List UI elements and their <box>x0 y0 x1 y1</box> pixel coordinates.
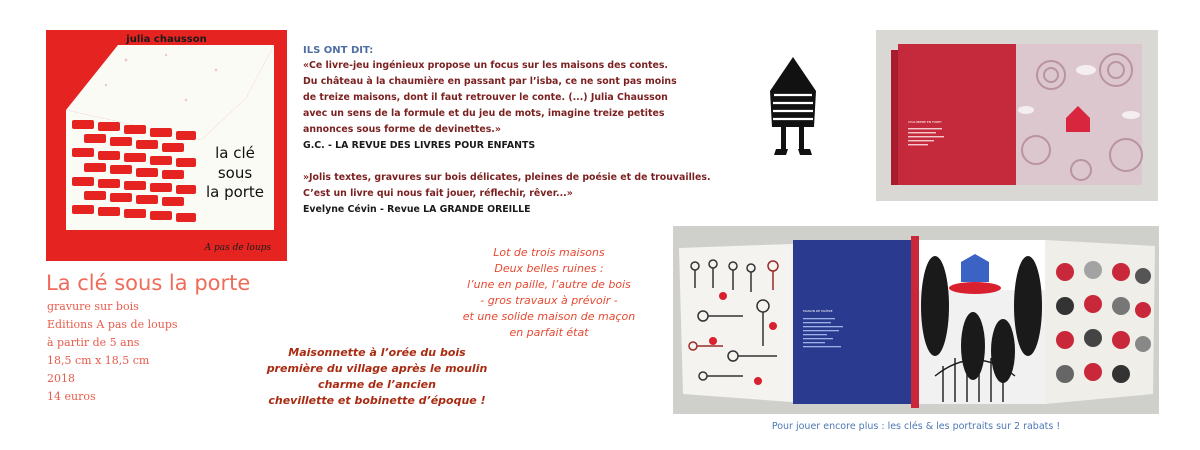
cover-title-line: sous <box>217 163 253 182</box>
note-line: et une solide maison de maçon <box>462 310 636 323</box>
cover-author: julia chausson <box>126 34 207 45</box>
note-cottage <box>262 345 492 409</box>
photo-open-book-forest <box>876 30 1158 201</box>
photo-accordion-spread <box>673 226 1159 414</box>
book-title: La clé sous la porte <box>46 271 251 295</box>
note-line: - gros travaux à prévoir - <box>480 294 618 307</box>
note-three-houses <box>434 245 664 341</box>
book-publisher: Editions A pas de loups <box>47 318 178 331</box>
note-line: charme de l’ancien <box>318 378 436 391</box>
review-line: avec un sens de la formule et du jeu de mots, imagine treize petites <box>303 108 665 119</box>
cover-publisher-logo: A pas de loups <box>204 243 271 253</box>
page-heading: CHAUMIERE EN FORET <box>908 120 942 124</box>
note-line: Lot de trois maisons <box>493 246 605 259</box>
book-age: à partir de 5 ans <box>47 336 140 349</box>
note-line: chevillette et bobinette d’époque ! <box>268 394 486 407</box>
book-cover <box>46 30 287 261</box>
reviews-heading: ILS ONT DIT: <box>303 45 374 56</box>
accordion-book-spread <box>673 226 1159 414</box>
book-technique: gravure sur bois <box>47 300 139 313</box>
page-heading: MAISON DE MAÎTRE <box>803 309 833 313</box>
note-line: Deux belles ruines : <box>494 262 604 275</box>
review-line: annonces sous forme de devinettes.» <box>303 124 501 135</box>
review-source: G.C. - LA REVUE DES LIVRES POUR ENFANTS <box>303 140 536 151</box>
walking-house-illustration <box>764 55 822 159</box>
review-line: Du château à la chaumière en passant par l’isba, ce ne sont pas moins <box>303 76 677 87</box>
review-line: de treize maisons, dont il faut retrouver le conte. (...) Julia Chausson <box>303 92 668 103</box>
photo-caption: Pour jouer encore plus : les clés & les portraits sur 2 rabats ! <box>771 421 1061 432</box>
note-line: Maisonnette à l’orée du bois <box>288 346 466 359</box>
note-line: en parfait état <box>509 326 589 339</box>
cover-title <box>196 144 274 203</box>
open-book-spread <box>876 30 1158 201</box>
book-details <box>47 298 178 406</box>
note-line: l’une en paille, l’autre de bois <box>467 278 631 291</box>
review-line: C’est un livre qui nous fait jouer, réflechir, rêver...» <box>303 188 573 199</box>
book-price: 14 euros <box>47 390 96 403</box>
review-quote <box>303 170 723 202</box>
book-year: 2018 <box>47 372 75 385</box>
review-line: »Jolis textes, gravures sur bois délicates, pleines de poésie et de trouvailles. <box>303 172 711 183</box>
review-source: Evelyne Cévin - Revue LA GRANDE OREILLE <box>303 204 531 215</box>
cover-title-line: la porte <box>205 183 265 201</box>
review-quote <box>303 58 723 138</box>
note-line: première du village après le moulin <box>266 362 488 375</box>
book-size: 18,5 cm x 18,5 cm <box>47 354 150 367</box>
cover-title-line: la clé <box>215 144 255 162</box>
review-line: «Ce livre-jeu ingénieux propose un focus sur les maisons des contes. <box>303 60 668 71</box>
reviews-section <box>303 45 723 218</box>
